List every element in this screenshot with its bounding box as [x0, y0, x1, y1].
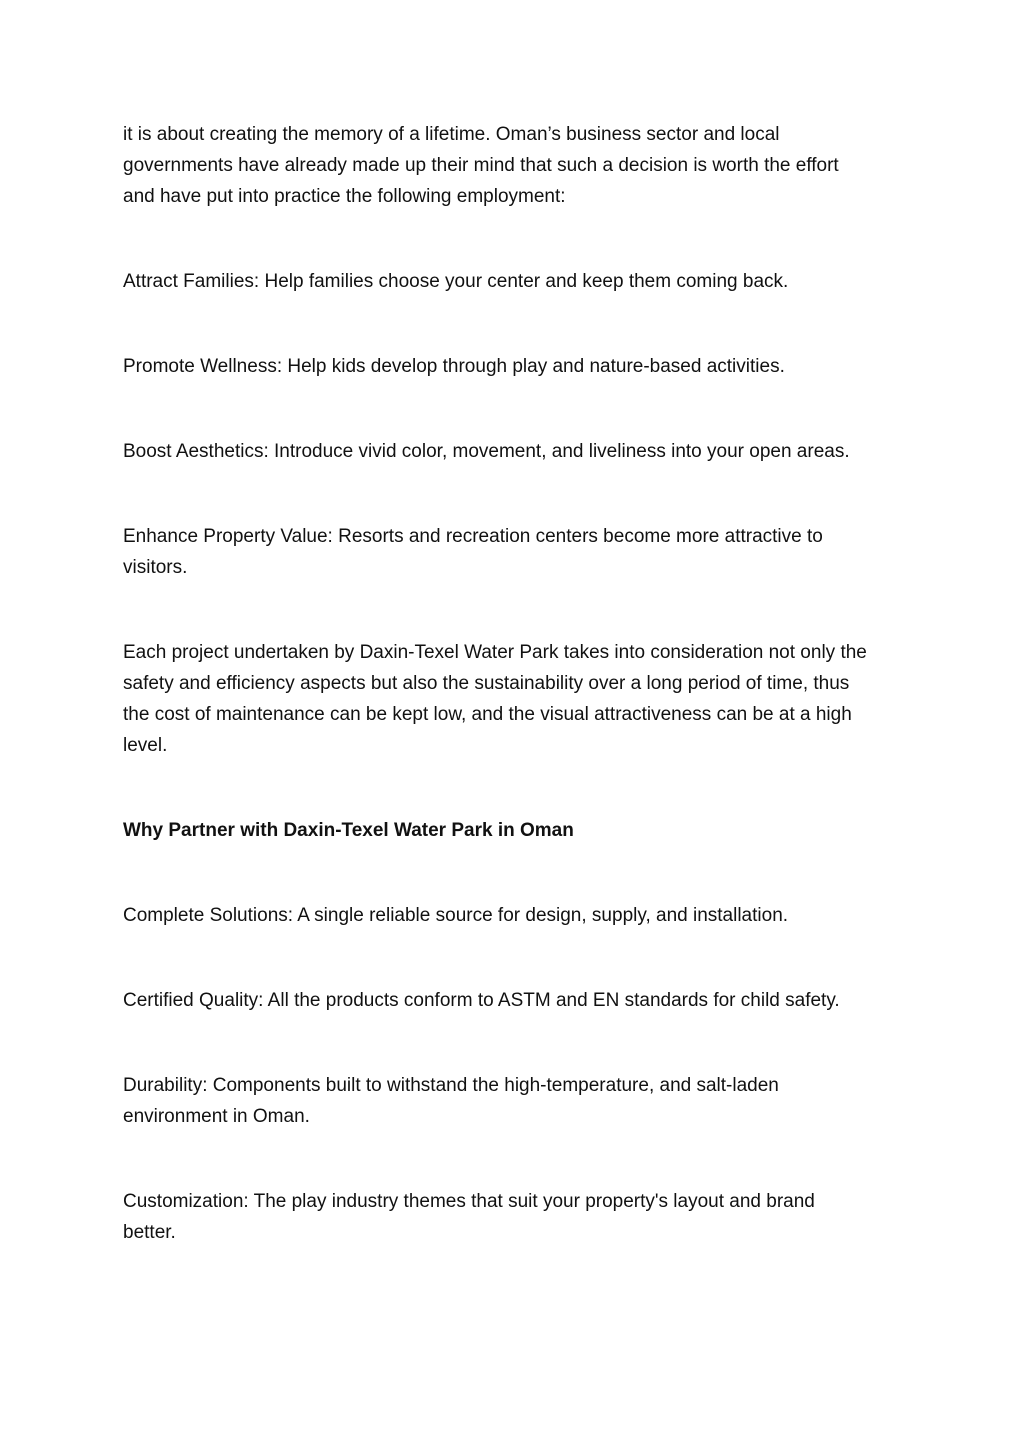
paragraph-intro: it is about creating the memory of a lifetime. Oman’s business sector and local governments have already made up their mind that such a decision is worth the effort and have put into practice the following employment:: [123, 124, 839, 207]
paragraph-boost-aesthetics: Boost Aesthetics: Introduce vivid color, movement, and liveliness into your open areas.: [123, 441, 850, 462]
section-heading-why-partner: Why Partner with Daxin-Texel Water Park in Oman: [123, 820, 574, 841]
paragraph-customization: Customization: The play industry themes that suit your property's layout and brand better.: [123, 1191, 815, 1243]
paragraph-enhance-property-value: Enhance Property Value: Resorts and recreation centers become more attractive to visitors.: [123, 526, 823, 578]
paragraph-durability: Durability: Components built to withstand the high-temperature, and salt-laden environment in Oman.: [123, 1075, 779, 1127]
paragraph-certified-quality: Certified Quality: All the products conform to ASTM and EN standards for child safety.: [123, 990, 840, 1011]
paragraph-attract-families: Attract Families: Help families choose your center and keep them coming back.: [123, 271, 789, 292]
paragraph-promote-wellness: Promote Wellness: Help kids develop through play and nature-based activities.: [123, 356, 785, 377]
paragraph-complete-solutions: Complete Solutions: A single reliable source for design, supply, and installation.: [123, 905, 789, 926]
paragraph-project-sustainability: Each project undertaken by Daxin-Texel Water Park takes into consideration not only the safety and efficiency aspects but also the sustainability over a long period of time, thus the cost of maintenance can be kept low, and the visual attractiveness can be at a high level.: [123, 642, 867, 756]
